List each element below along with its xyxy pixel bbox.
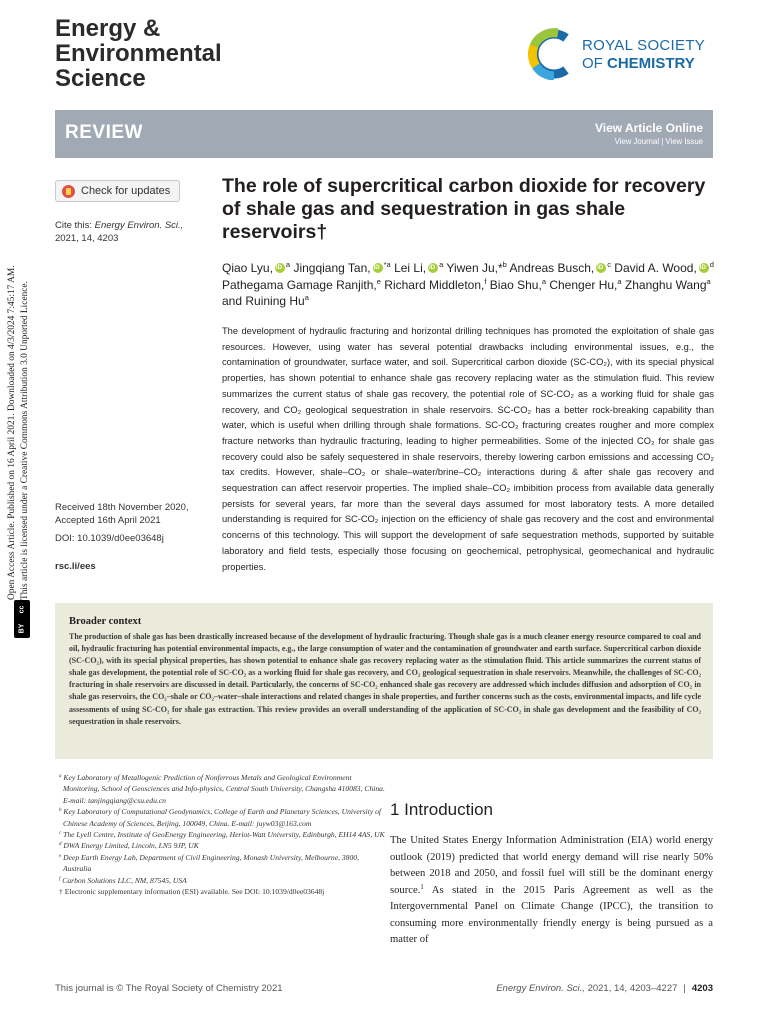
author-name: Richard Middleton, (384, 277, 485, 292)
intro-text-1: The United States Energy Information Administration (EIA) world energy outlook (2019) predicted that world energy demand will rise nearly 50% between 2018 and 2050, and fossil fuel will still be the dominant energy source. (390, 835, 713, 896)
footer-journal: Energy Environ. Sci., (496, 983, 585, 994)
publisher-line-2 (582, 55, 695, 72)
journal-title[interactable]: Energy & Environmental Science (55, 15, 222, 92)
orcid-icon[interactable] (699, 263, 709, 273)
footer-volume: 2021, 14, 4203–4227 (584, 983, 678, 994)
affiliation-item (55, 806, 385, 829)
cite-volume: 2021, 14, 4203 (55, 233, 119, 244)
author-name: Zhanghu Wang (624, 277, 707, 292)
author-name: Biao Shu, (489, 277, 542, 292)
broader-context-box (55, 603, 713, 759)
author-name: Andreas Busch, (509, 261, 595, 275)
affiliation-text: Key Laboratory of Metallogenic Prediction of Nonferrous Metals and Geological Environment Monitoring, School of Geosciences and Info-physics, Central South University, Changsha 410083, China. E-mail: tanjingqiang@csu.edu.cn (61, 773, 385, 805)
reference-link[interactable]: 1 (420, 882, 424, 891)
cc-by-icon[interactable] (14, 600, 30, 638)
affiliation-marker: f (59, 876, 61, 882)
doi[interactable]: DOI: 10.1039/d0ee03648j (55, 533, 164, 544)
publisher-line-1: ROYAL SOCIETY (582, 37, 706, 54)
author-list (222, 260, 717, 310)
journal-link[interactable]: rsc.li/ees (55, 561, 96, 572)
author-affiliation-marker: f (484, 276, 487, 286)
publisher-chemistry: CHEMISTRY (607, 55, 695, 72)
affiliation-marker: d (59, 842, 62, 848)
intro-text-2: As stated in the 2015 Paris Agreement as well as the Intergovernmental Panel on Climate Change (IPCC), the transition to consuming more environmentally friendly energy is being pursued as a matter of (390, 884, 713, 945)
by-label: BY (18, 623, 26, 634)
author-affiliation-marker: a (617, 276, 622, 286)
affiliation-item (55, 852, 385, 875)
abstract: The development of hydraulic fracturing and horizontal drilling techniques has promoted the exploitation of shale gas resources. However, using water has several potential drawbacks including environmental issues, e.g., the contamination of groundwater, surface water, and soil. Supercritical carbon dioxide (SC-CO₂), with its special physical properties, has shown potential to enhance shale gas recovery replacing water as the stimulation fluid. This review summarizes the current status of shale gas recovery, the potential role of SC-CO₂ as a working fluid for shale gas recovery, and CO₂ geological sequestration in shale reservoirs. SC-CO₂ has a better rock-breaking capability than water, which is useful when drilling through shale formations. SC-CO₂ fracturing creates rougher and more complex fracture networks than hydraulic fracturing, leading to higher permeabilities. Some of the injected CO₂ for shale gas recovery could also be safely sequestered in shale reservoirs, thereby lowering carbon emissions and accessing CO₂ tax credits. However, shale–CO₂ or shale–water/brine–CO₂ interactions during & after shale gas recovery and sequestration can affect reservoir properties. The implied shale–CO₂ imbibition process from available data generally persists for several years, far more than the several days assumed for most laboratory tests. A more detailed understanding is required for SC-CO₂ injection on the efficiency of shale gas recovery and the cost and environmental concerns of this technology. This will support the development of safe sequestration methods, supported by suitable laboratory and field tests, especially those focusing on geochemical, petrophysical, geomechanical and hydraulic properties. (222, 326, 714, 572)
author-name: David A. Wood, (614, 261, 697, 275)
author-name: Pathegama Gamage Ranjith, (222, 277, 377, 292)
esi-note: † Electronic supplementary information (ESI) available. See DOI: 10.1039/d0ee03648j (59, 887, 325, 897)
affiliation-marker: e (59, 853, 62, 859)
author-affiliation-marker: c (607, 260, 611, 269)
rsc-logo[interactable] (528, 28, 718, 80)
author-affiliation-marker: d (709, 260, 714, 269)
view-article-online-link[interactable]: View Article Online (594, 121, 703, 135)
author-name: Lei Li, (394, 261, 427, 275)
cite-prefix: Cite this: (55, 220, 95, 231)
article-type: REVIEW (65, 122, 143, 143)
copyright-footer: This journal is © The Royal Society of Chemistry 2021 (55, 983, 283, 994)
author-name: and Ruining Hu (222, 294, 305, 308)
cite-journal: Energy Environ. Sci., (94, 220, 184, 231)
orcid-icon[interactable] (596, 263, 606, 273)
affiliation-text: The Lyell Centre, Institute of GeoEnergy Engineering, Heriot-Watt University, Edinburgh, EH14 4AS, UK (61, 830, 385, 840)
view-journal-issue-links[interactable]: View Journal | View Issue (614, 137, 703, 146)
article-type-banner (55, 110, 713, 158)
orcid-icon[interactable] (275, 263, 285, 273)
accepted-date: Accepted 16th April 2021 (55, 515, 161, 526)
check-for-updates-button[interactable] (55, 180, 180, 202)
affiliations (55, 772, 385, 897)
introduction-paragraph (390, 833, 713, 949)
rsc-logo-icon (528, 28, 574, 80)
footer-separator: | (683, 983, 686, 994)
author-affiliation-marker: a (439, 260, 444, 269)
affiliation-text: Carbon Solutions LLC, NM, 87545, USA (60, 875, 187, 885)
affiliation-text: Deep Earth Energy Lab, Department of Civil Engineering, Monash University, Melbourne, 3800, Australia (61, 852, 359, 874)
page-footer (496, 983, 713, 994)
author-name: Chenger Hu, (549, 277, 618, 292)
received-date: Received 18th November 2020, (55, 502, 189, 513)
section-heading-introduction: 1 Introduction (390, 800, 494, 819)
author-affiliation-marker: a (285, 260, 291, 269)
affiliation-item (55, 772, 385, 806)
check-updates-label: Check for updates (81, 185, 171, 197)
affiliation-item (55, 840, 385, 851)
citation (55, 219, 195, 245)
licence-line-1[interactable]: Open Access Article. Published on 16 April 2021. Downloaded on 4/3/2024 7:45:17 AM. (7, 265, 17, 600)
licence-line-2[interactable]: This article is licensed under a Creative Commons Attribution 3.0 Unported Licence. (20, 281, 30, 600)
author-affiliation-marker: a (706, 276, 711, 286)
received-dates (55, 501, 205, 527)
affiliation-marker: a (59, 774, 62, 779)
author-name: Jingqiang Tan, (293, 261, 371, 275)
cc-label: cc (18, 605, 26, 614)
author-affiliation-marker: e (376, 276, 381, 286)
crossmark-icon (62, 185, 75, 198)
broader-context-text: The production of shale gas has been drastically increased because of the development of hydraulic fracturing. Though shale gas is a much cleaner energy resource compared to coal and oil, hydraulic fracturing has potential environmental impacts, e.g., the large consumption of water and the contamination of groundwater and earth surface. Supercritical carbon dioxide (SC-CO₂), with its special physical properties, has shown potential to enhance shale gas recovery replacing water as the stimulation fluid. This article summarizes the current status of shale gas development, the potential role of SC-CO₂ as a working fluid for shale gas recovery, and CO₂ geological sequestration in shale reservoirs. Meanwhile, the challenges of SC-CO₂ fracturing in shale reservoirs are discussed in detail. Particularly, the concerns of SC-CO₂ enhanced shale gas recovery are addressed which includes diffusion and adsorption of CO₂ in shale gas reservoirs, the CO₂–shale or CO₂–water–shale interactions and related changes in shale properties, and further concerns such as the costs, environmental impacts, and life cycle assessments of using SC-CO₂ for shale gas extraction. This review provides an overall understanding of the application of SC-CO₂ in shale gas development and the feasibility of CO₂ sequestration in shale reservoirs. (69, 632, 701, 726)
affiliation-text: DWA Energy Limited, Lincoln, LN5 9JP, UK (61, 841, 199, 851)
author-name: Qiao Lyu, (222, 261, 273, 275)
affiliation-text: Key Laboratory of Computational Geodynamics, College of Earth and Planetary Sciences, University of Chinese Academy of Sciences, Beijing, 100049, China. E-mail: juyw03@163.com (61, 807, 382, 828)
author-affiliation-marker: *a (383, 260, 391, 269)
affiliation-marker: b (59, 808, 62, 814)
orcid-icon[interactable] (373, 263, 383, 273)
affiliation-item (55, 875, 385, 886)
author-name: Yiwen Ju,* (446, 261, 503, 275)
article-title: The role of supercritical carbon dioxide for recovery of shale gas and sequestration in gas shale reservoirs† (222, 175, 706, 243)
page-number: 4203 (691, 983, 713, 994)
publisher-of: OF (582, 55, 607, 72)
author-affiliation-marker: a (304, 293, 309, 302)
licence-note (2, 160, 32, 600)
orcid-icon[interactable] (428, 263, 438, 273)
author-affiliation-marker: a (541, 276, 546, 286)
affiliation-marker: c (59, 831, 62, 837)
affiliation-item (55, 829, 385, 840)
broader-context-heading: Broader context (69, 616, 142, 627)
author-affiliation-marker: b (502, 260, 507, 269)
